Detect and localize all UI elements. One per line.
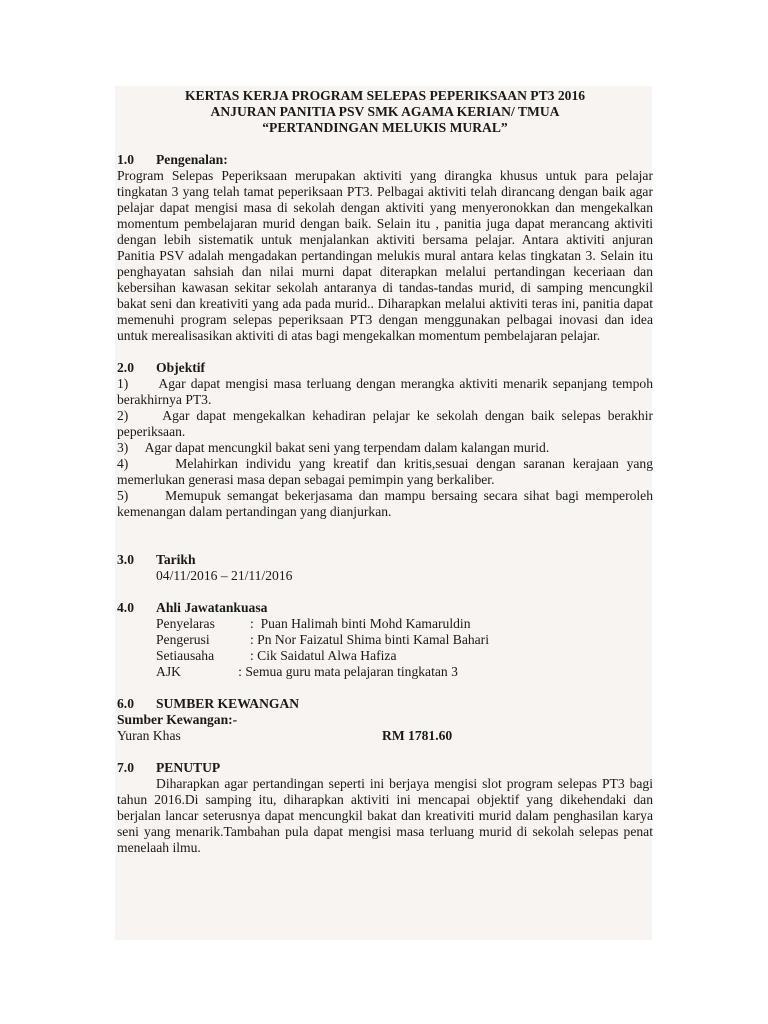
section-title: PENUTUP	[156, 760, 221, 775]
section-pengenalan	[117, 152, 653, 344]
section-title: Pengenalan:	[156, 152, 228, 167]
section-body: Diharapkan agar pertandingan seperti ini berjaya mengisi slot program selepas PT3 bagi tahun 2016.Di samping itu, diharapkan aktiviti ini mencapai objektif yang dikehendaki dan berjalan lancar seterusnya dapat mencungkil bakat dan kreativiti murid dalam penghasilan karya seni yang menarik.Tambahan pula dapat mengisi masa terluang murid di sekolah selepas penat menelaah ilmu.	[117, 776, 653, 855]
section-number: 1.0	[117, 152, 134, 167]
objective-item: 4) Melahirkan individu yang kreatif dan kritis,sesuai dengan saranan kerajaan yang memerlukan generasi masa depan sebagai pemimpin yang berkaliber.	[117, 456, 657, 487]
section-heading	[117, 552, 653, 568]
title-line-3: “PERTANDINGAN MELUKIS MURAL”	[262, 120, 508, 135]
committee-role: AJK	[156, 664, 181, 679]
section-ahli-jawatankuasa	[117, 600, 653, 680]
section-heading	[117, 696, 653, 712]
committee-row	[156, 632, 653, 648]
objective-item: 5) Memupuk semangat bekerjasama dan mampu bersaing secara sihat bagi memperoleh kemenangan dalam pertandingan yang dianjurkan.	[117, 488, 657, 519]
objective-item: 3) Agar dapat mencungkil bakat seni yang terpendam dalam kalangan murid.	[117, 440, 550, 455]
section-title: SUMBER KEWANGAN	[156, 696, 300, 711]
section-penutup	[117, 760, 653, 856]
committee-role: Pengerusi	[156, 632, 210, 647]
section-number: 2.0	[117, 360, 134, 375]
objective-item: 1) Agar dapat mengisi masa terluang dengan merangka aktiviti menarik sepanjang tempoh berakhirnya PT3.	[117, 376, 657, 407]
committee-row	[156, 664, 653, 680]
committee-role: Setiausaha	[156, 648, 215, 663]
date-range: 04/11/2016 – 21/11/2016	[156, 568, 293, 583]
title-line-2: ANJURAN PANITIA PSV SMK AGAMA KERIAN/ TMUA	[210, 104, 560, 119]
section-heading	[117, 152, 653, 168]
section-title: Tarikh	[156, 552, 196, 567]
committee-member: : Semua guru mata pelajaran tingkatan 3	[194, 664, 458, 679]
section-number: 7.0	[117, 760, 134, 775]
section-title: Objektif	[156, 360, 206, 375]
document-content	[117, 88, 657, 856]
section-number: 4.0	[117, 600, 134, 615]
section-number: 6.0	[117, 696, 134, 711]
section-title: Ahli Jawatankuasa	[156, 600, 268, 615]
section-objektif	[117, 360, 657, 520]
title-line-1: KERTAS KERJA PROGRAM SELEPAS PEPERIKSAAN PT3 2016	[184, 88, 586, 103]
section-tarikh	[117, 552, 653, 584]
committee-member: : Puan Halimah binti Mohd Kamaruldin	[250, 616, 471, 631]
section-heading	[117, 760, 653, 776]
section-heading	[117, 600, 653, 616]
section-subheading: Sumber Kewangan:-	[117, 712, 238, 727]
section-body: Program Selepas Peperiksaan merupakan aktiviti yang dirangka khusus untuk para pelajar tingkatan 3 yang telah tamat peperiksaan PT3. Pelbagai aktiviti telah dirancang dengan baik agar pelajar dapat mengisi masa di sekolah dengan aktiviti yang menyeronokkan dan mengekalkan momentum pembelajaran murid dengan baik. Selain itu , panitia juga dapat merancang aktiviti dengan lebih sistematik untuk menjalankan aktiviti bersama pelajar. Antara aktiviti anjuran Panitia PSV adalah mengadakan pertandingan melukis mural antara kelas tingkatan 3. Selain itu penghayatan sahsiah dan nilai murni dapat diterapkan melalui pertandingan keceriaan dan kebersihan kawasan sekitar sekolah antaranya di tandas-tandas murid, di samping mencungkil bakat seni dan kreativiti yang ada pada murid.. Diharapkan melalui aktiviti teras ini, panitia dapat memenuhi program selepas peperiksaan PT3 dengan menggunakan pelbagai inovasi dan idea untuk merealisasikan aktiviti di atas bagi mengekalkan momentum pembelajaran pelajar.	[117, 168, 653, 343]
committee-member: : Cik Saidatul Alwa Hafiza	[250, 648, 397, 663]
objective-item: 2) Agar dapat mengekalkan kehadiran pelajar ke sekolah dengan baik selepas berakhir peperiksaan.	[117, 408, 657, 439]
document-title	[117, 88, 653, 136]
committee-role: Penyelaras	[156, 616, 215, 631]
committee-member: : Pn Nor Faizatul Shima binti Kamal Bahari	[250, 632, 489, 647]
funding-amount: RM 1781.60	[382, 728, 453, 743]
section-sumber-kewangan	[117, 696, 653, 744]
committee-row	[156, 616, 653, 632]
funding-row	[117, 728, 653, 744]
funding-label: Yuran Khas	[117, 728, 181, 743]
section-number: 3.0	[117, 552, 134, 567]
section-heading	[117, 360, 653, 376]
committee-row	[156, 648, 653, 664]
committee-list	[117, 616, 653, 680]
